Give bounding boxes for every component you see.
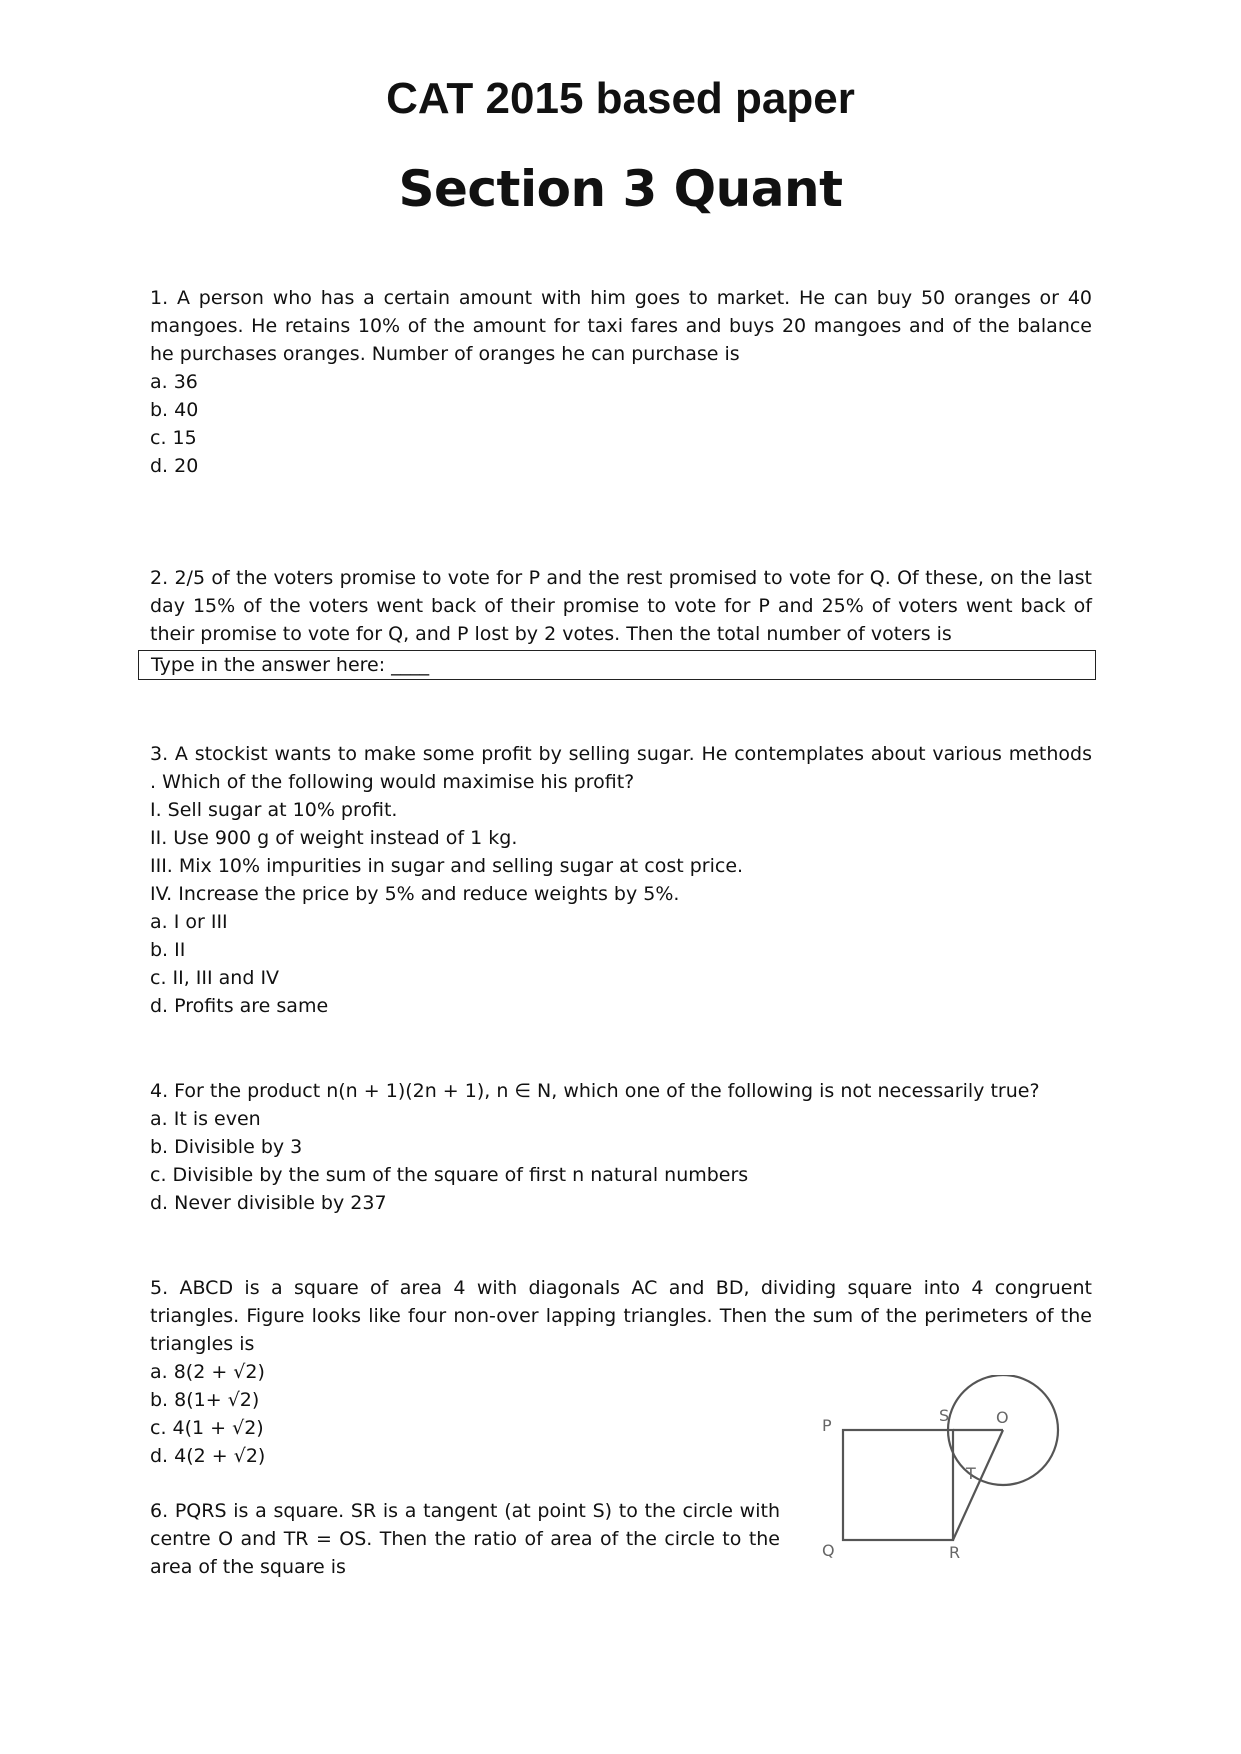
label-r: R bbox=[949, 1543, 961, 1562]
option-c: c. 4(1 + √2) bbox=[150, 1417, 264, 1439]
option-d: d. Profits are same bbox=[150, 995, 329, 1017]
option-b: b. 8(1+ √2) bbox=[150, 1389, 260, 1411]
statement-2: II. Use 900 g of weight instead of 1 kg. bbox=[150, 827, 518, 849]
square-circle-figure bbox=[818, 1375, 1068, 1565]
label-p: P bbox=[822, 1416, 832, 1435]
option-b: b. Divisible by 3 bbox=[150, 1136, 303, 1158]
question-text: 1. A person who has a certain amount with him goes to market. He can buy 50 oranges or 40 mangoes. He retains 10% of the amount for taxi fares and buys 20 mangoes and of the balance he purchases oranges. Number of oranges he can purchase is bbox=[150, 287, 1092, 365]
question-6 bbox=[150, 1497, 780, 1581]
statement-3: III. Mix 10% impurities in sugar and selling sugar at cost price. bbox=[150, 855, 744, 877]
question-1 bbox=[150, 284, 1092, 480]
section-title: Section 3 Quant bbox=[398, 160, 843, 218]
option-d: d. Never divisible by 237 bbox=[150, 1192, 387, 1214]
question-3 bbox=[150, 740, 1092, 1020]
option-d: d. 4(2 + √2) bbox=[150, 1445, 266, 1467]
label-s: S bbox=[939, 1406, 950, 1425]
option-a: a. 8(2 + √2) bbox=[150, 1361, 265, 1383]
option-c: c. Divisible by the sum of the square of first n natural numbers bbox=[150, 1164, 749, 1186]
question-text: 3. A stockist wants to make some profit by selling sugar. He contemplates about various methods . Which of the following would maximise his profit? bbox=[150, 743, 1092, 793]
statement-4: IV. Increase the price by 5% and reduce weights by 5%. bbox=[150, 883, 680, 905]
option-a: a. 36 bbox=[150, 371, 198, 393]
question-text: 6. PQRS is a square. SR is a tangent (at point S) to the circle with centre O and TR = OS. Then the ratio of area of the circle to the area of the square is bbox=[150, 1500, 780, 1578]
option-c: c. II, III and IV bbox=[150, 967, 280, 989]
option-a: a. I or III bbox=[150, 911, 228, 933]
label-t: T bbox=[966, 1464, 976, 1483]
option-a: a. It is even bbox=[150, 1108, 261, 1130]
option-d: d. 20 bbox=[150, 455, 199, 477]
label-o: O bbox=[996, 1408, 1009, 1427]
option-c: c. 15 bbox=[150, 427, 197, 449]
question-text: 4. For the product n(n + 1)(2n + 1), n ∈ N, which one of the following is not necessarily true? bbox=[150, 1080, 1040, 1102]
option-b: b. II bbox=[150, 939, 186, 961]
label-q: Q bbox=[822, 1541, 835, 1560]
question-text: 2. 2/5 of the voters promise to vote for P and the rest promised to vote for Q. Of these, on the last day 15% of the voters went back of their promise to vote for P and 25% of voters went back of their promise to vote for Q, and P lost by 2 votes. Then the total number of voters is bbox=[150, 567, 1092, 645]
answer-input-box[interactable]: Type in the answer here: ____ bbox=[138, 650, 1096, 680]
paper-title: CAT 2015 based paper bbox=[386, 74, 855, 123]
question-4 bbox=[150, 1077, 1092, 1217]
question-text: 5. ABCD is a square of area 4 with diagonals AC and BD, dividing square into 4 congruent triangles. Figure looks like four non-over lapping triangles. Then the sum of the perimeters of the triangles is bbox=[150, 1277, 1092, 1355]
statement-1: I. Sell sugar at 10% profit. bbox=[150, 799, 398, 821]
question-2 bbox=[150, 564, 1092, 680]
option-b: b. 40 bbox=[150, 399, 199, 421]
square-pqrs bbox=[843, 1430, 953, 1540]
